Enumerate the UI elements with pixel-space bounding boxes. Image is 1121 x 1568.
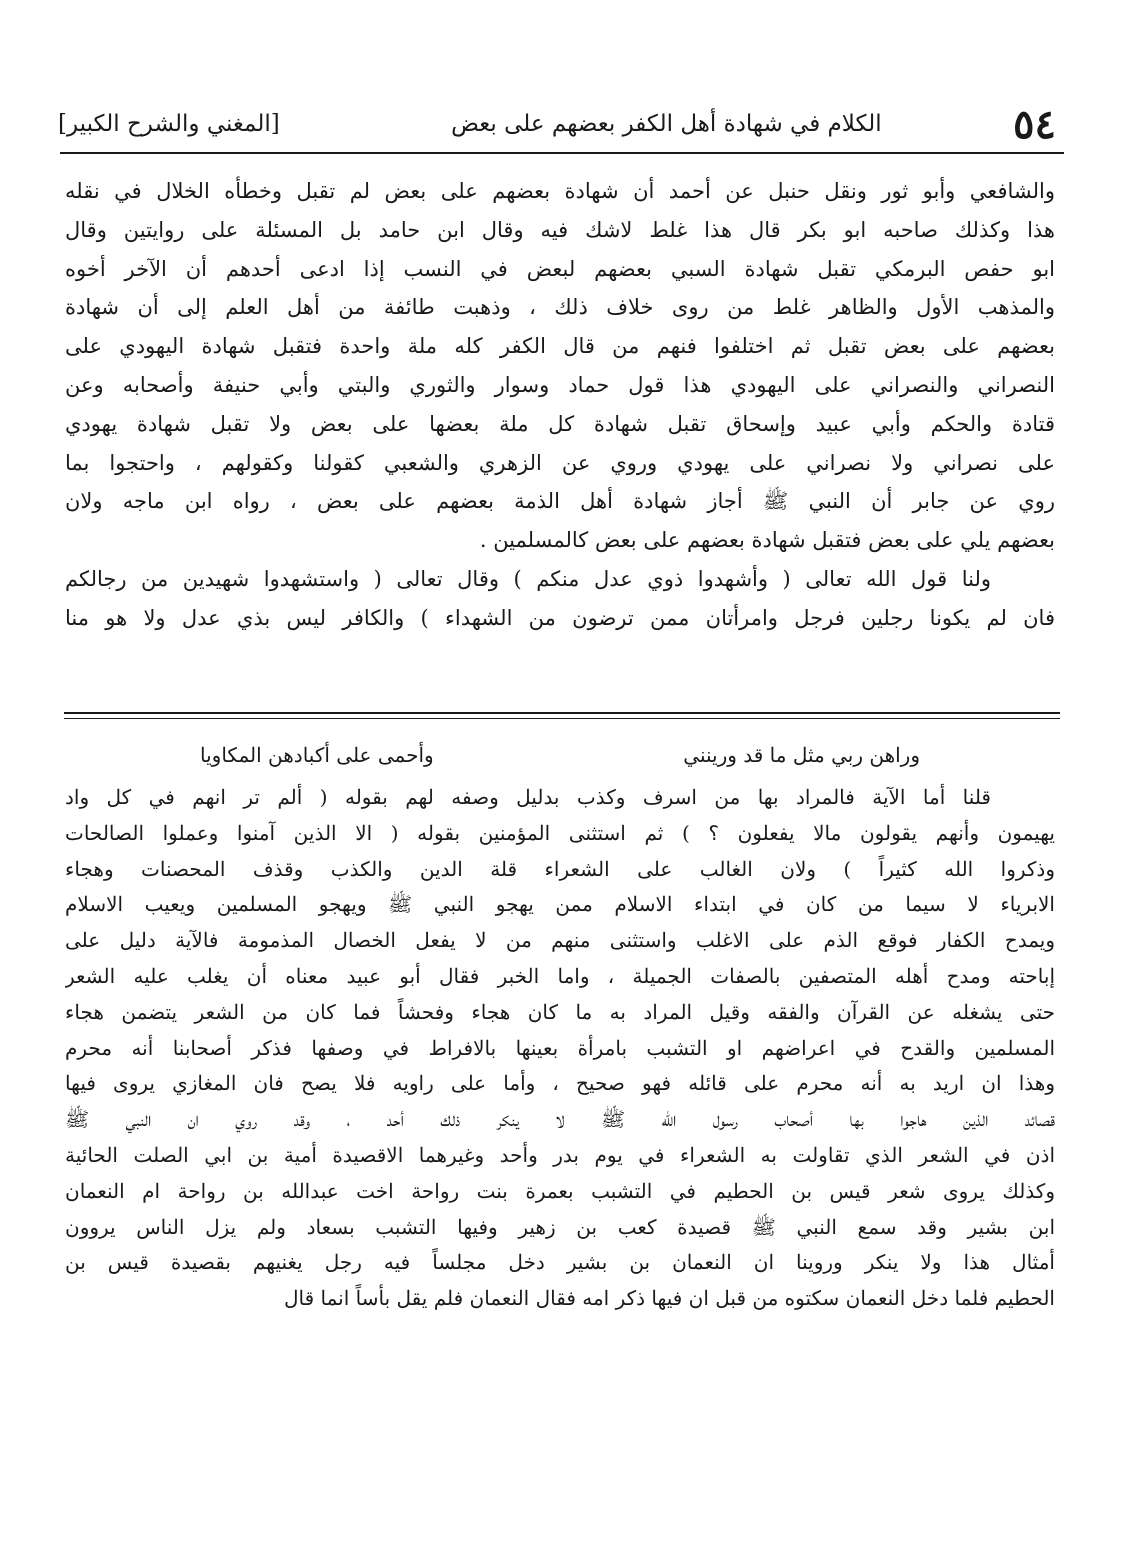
text-line: فان لم يكونا رجلين فرجل وامرأتان ممن ترضون من الشهداء ) والكافر ليس بذي عدل ولا هو منا: [65, 605, 1055, 630]
footnote-line: وكذلك يروى شعر قيس بن الحطيم في التشبب بعمرة بنت رواحة اخت عبدالله بن رواحة ام النعمان: [65, 1178, 1055, 1203]
main-text: [65, 172, 1055, 638]
footnote-line: يهيمون وأنهم يقولون مالا يفعلون ؟ ) ثم استثنى المؤمنين بقوله ( الا الذين آمنوا وعملوا الصالحات: [65, 820, 1055, 845]
footnote-line: وهذا ان اريد به أنه محرم على قائله فهو صحيح ، وأما على راويه فلا يصح فان المغازي يروى فيها: [65, 1071, 1055, 1096]
verse-hemistich-right: وراهن ربي مثل ما قد ورينني: [683, 743, 920, 767]
text-line: روي عن جابر أن النبي ﷺ أجاز شهادة أهل الذمة بعضهم على بعض ، رواه ابن ماجه ولان: [65, 489, 1055, 514]
footnote-line: حتى يشغله عن القرآن والفقه وقيل المراد به ما كان هجاء وفحشاً فما كان من الشعر يتضمن هجاء: [65, 999, 1055, 1024]
page-number: ٥٤: [1013, 100, 1056, 148]
footnote-line: الحطيم فلما دخل النعمان سكتوه من قبل ان فيها ذكر امه فقال النعمان فلم يقل بأساً انما قال: [283, 1286, 1055, 1311]
footnote-line: إباحته ومدح أهله المتصفين بالصفات الجميلة ، واما الخبر فقال أبو عبيد معناه أن يغلب عليه الشعر: [65, 963, 1055, 988]
running-title: الكلام في شهادة أهل الكفر بعضهم على بعض: [451, 111, 882, 137]
text-line: والشافعي وأبو ثور ونقل حنبل عن أحمد أن شهادة بعضهم على بعض لم تقبل وخطأه الخلال في نقله: [65, 179, 1055, 203]
footnote-line: الابرياء لا سيما من كان في ابتداء الاسلام ممن يهجو النبي ﷺ ويهجو المسلمين ويعيب الاسلام: [65, 892, 1055, 917]
text-line: بعضهم على بعض تقبل ثم اختلفوا فنهم من قال الكفر كله ملة واحدة فتقبل شهادة اليهودي على: [65, 334, 1055, 359]
footnote-line: قلنا أما الآية فالمراد بها من اسرف وكذب بدليل وصفه لهم بقوله ( ألم تر انهم في كل واد: [65, 785, 991, 809]
text-line: ابو حفص البرمكي تقبل شهادة السبي بعضهم لبعض في النسب إذا ادعى أحدهم أن الآخر أخوه: [65, 256, 1055, 281]
text-line: قتادة والحكم وأبي عبيد وإسحاق تقبل شهادة كل ملة بعضها على بعض ولا تقبل شهادة يهودي: [65, 411, 1055, 436]
footnote-line: أمثال هذا ولا ينكر وروينا ان النعمان بن بشير دخل مجلساً فيه رجل يغنيهم بقصيدة قيس بن: [65, 1250, 1055, 1275]
footnote-line: ويمدح الكفار فوقع الذم على الاغلب واستثنى منهم من لا يفعل الخصال المذمومة فالآية دليل على: [65, 928, 1055, 953]
footnote-text: [65, 780, 1055, 1317]
text-line: النصراني والنصراني على اليهودي هذا قول حماد وسوار والثوري والبتي وأبي حنيفة وأصحابه وعن: [65, 372, 1055, 397]
footnote-line: قصائد الذين هاجوا بها أصحاب رسول الله ﷺ لا ينكر ذلك أحد ، وقد روي ان النبي ﷺ: [65, 1107, 1055, 1132]
header-rule: [60, 152, 1064, 154]
footnote-line: المسلمين والقدح في اعراضهم او التشبب بامرأة بعينها بالافراط في وصفها فذكر أصحابنا أنه محرم: [65, 1035, 1055, 1060]
book-title: [المغني والشرح الكبير]: [58, 111, 280, 137]
page-header: [58, 96, 1066, 152]
text-line: بعضهم يلي على بعض فتقبل شهادة بعضهم على بعض كالمسلمين .: [479, 528, 1055, 553]
footnote-verse: [200, 738, 920, 772]
footnote-rule-thin: [64, 718, 1060, 719]
footnote-rule: [64, 712, 1060, 714]
footnote-line: وذكروا الله كثيراً ) ولان الغالب على الشعراء قلة الدين والكذب وقذف المحصنات وهجاء: [65, 856, 1055, 881]
footnote-line: ابن بشير وقد سمع النبي ﷺ قصيدة كعب بن زهير وفيها التشبب بسعاد ولم يزل الناس يروون: [65, 1214, 1055, 1239]
text-line: هذا وكذلك صاحبه ابو بكر قال هذا غلط لاشك فيه وقال ابن حامد بل المسئلة على روايتين وقال: [65, 217, 1055, 242]
text-line: ولنا قول الله تعالى ( وأشهدوا ذوي عدل منكم ) وقال تعالى ( واستشهدوا شهيدين من رجالكم: [65, 566, 991, 591]
footnote-line: اذن في الشعر الذي تقاولت به الشعراء في يوم بدر وأحد وغيرهما الاقصيدة أمية بن ابي الصلت الحائية: [65, 1142, 1055, 1167]
text-line: والمذهب الأول والظاهر غلط من روى خلاف ذلك ، وذهبت طائفة من أهل العلم إلى أن شهادة: [65, 295, 1055, 320]
text-line: على نصراني ولا نصراني على يهودي وروي عن الزهري والشعبي كقولنا وكقولهم ، واحتجوا بما: [65, 450, 1055, 475]
verse-hemistich-left: وأحمى على أكبادهن المكاويا: [200, 743, 434, 767]
